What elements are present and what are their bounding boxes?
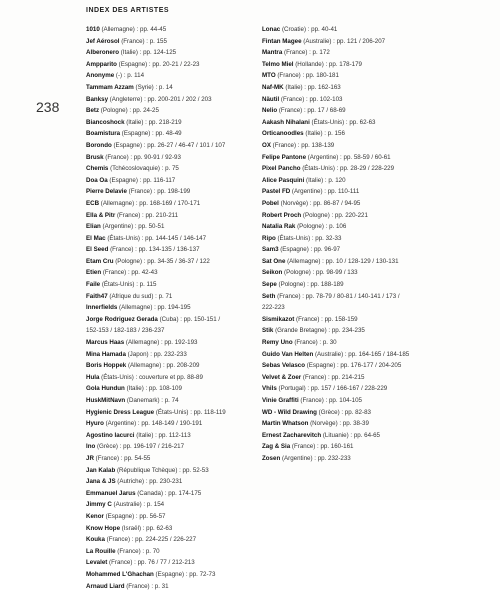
index-entry [262,59,452,71]
artist-pages: (Cuba) : pp. 150-151 / [158,316,220,323]
artist-name: Sepe [262,281,277,288]
artist-pages: (Allemagne) : pp. 208-209 [126,362,199,369]
artist-name: MTO [262,72,276,79]
index-entry [86,175,276,187]
artist-name: Emmanuel Jarus [86,490,136,497]
index-entry [86,523,276,535]
artist-pages: (Pologne) : pp. 98-99 / 133 [282,269,357,276]
artist-pages: (Espagne) : pp. 72-73 [154,571,216,578]
artist-pages: (Angleterre) : pp. 200-201 / 202 / 203 [108,96,212,103]
index-entry [86,453,276,465]
artist-name: Sismikazot [262,316,294,323]
index-entry [262,291,452,303]
artist-pages: (France) : pp. 224-225 / 226-227 [105,536,196,543]
index-entry [86,152,276,164]
artist-name: Jorge Rodriguez Gerada [86,316,158,323]
index-entry [86,360,276,372]
artist-pages: (Allemagne) : pp. 194-195 [117,304,190,311]
artist-name: Banksy [86,96,108,103]
index-entry [262,198,452,210]
artist-name: Martin Whatson [262,420,308,427]
index-entry [86,581,276,592]
artist-name: Agostino Iacurci [86,432,134,439]
artist-name: Ino [86,443,95,450]
artist-name: Hyuro [86,420,104,427]
index-entry [262,140,452,152]
index-entry [262,244,452,256]
artist-pages: (France) : pp. 102-103 [279,96,342,103]
artist-name: HuskMitNavn [86,397,125,404]
artist-pages: (France) : pp. 78-79 / 80-81 / 140-141 / 173 / [275,293,399,300]
index-entry [262,349,452,361]
artist-pages: (Espagne) : pp. 176-177 / 204-205 [305,362,401,369]
artist-name: Faile [86,281,100,288]
artist-pages: (Canada) : pp. 174-175 [136,490,202,497]
index-entry [86,441,276,453]
artist-pages: (France) : pp. 158-159 [294,316,357,323]
artist-name: Vhils [262,385,277,392]
index-entry [86,210,276,222]
index-entry [262,152,452,164]
index-entry [262,256,452,268]
artist-pages: (Espagne) : pp. 20-21 / 22-23 [117,61,200,68]
artist-name: ECB [86,200,99,207]
artist-name: El Seed [86,246,108,253]
artist-name: Seikon [262,269,282,276]
artist-name: Innerfields [86,304,117,311]
artist-pages: (France) : pp. 42-43 [101,269,157,276]
artist-pages: (États-Unis) : couverture et pp. 88-89 [99,374,203,381]
artist-name: Aakash Nihalani [262,119,310,126]
index-entry [86,546,276,558]
artist-pages: (-) : p. 114 [114,72,144,79]
index-entry [262,360,452,372]
artist-pages: (Italie) : p. 156 [304,130,345,137]
artist-name: Betz [86,107,99,114]
page-title: INDEX DES ARTISTES [86,7,169,14]
artist-name: Näutil [262,96,279,103]
artist-pages: (Grèce) : pp. 82-83 [317,409,371,416]
artist-pages: (Norvège) : pp. 38-39 [308,420,369,427]
artist-pages: (Allemagne) : pp. 168-169 / 170-171 [99,200,200,207]
index-entry [86,244,276,256]
artist-name: Boris Hoppek [86,362,126,369]
artist-pages: (Espagne) : pp. 96-97 [279,246,341,253]
artist-name: Sat One [262,258,285,265]
index-entry [86,186,276,198]
index-entry [86,94,276,106]
artist-name: Ripo [262,235,276,242]
artist-pages: (Espagne) : pp. 116-117 [108,177,176,184]
artist-pages: (Allemagne) : pp. 192-193 [124,339,197,346]
artist-pages: (France) : pp. 198-199 [127,188,190,195]
artist-name: Alberonero [86,49,119,56]
artist-name: Kenor [86,513,104,520]
artist-name: Naf-MK [262,84,284,91]
index-entry [262,314,452,326]
index-entry [262,302,452,314]
index-column-right [262,24,452,465]
artist-pages: (Lituanie) : pp. 64-65 [321,432,380,439]
page-number: 238 [36,99,59,115]
index-entry [86,291,276,303]
artist-pages: (Pologne) : p. 106 [295,223,346,230]
index-entry [86,557,276,569]
index-entry [86,82,276,94]
index-entry [86,36,276,48]
index-entry [86,267,276,279]
artist-name: Telmo Miel [262,61,294,68]
artist-pages: (France) : pp. 180-181 [276,72,339,79]
index-entry [262,383,452,395]
artist-name: Mantra [262,49,282,56]
artist-pages: (Portugal) : pp. 157 / 166-167 / 228-229 [277,385,387,392]
index-entry [86,105,276,117]
index-entry [86,256,276,268]
index-entry [262,175,452,187]
index-entry [262,407,452,419]
index-entry [262,36,452,48]
artist-pages: (Grèce) : pp. 196-197 / 216-217 [95,443,184,450]
artist-name: Doa Oa [86,177,108,184]
index-entry [86,418,276,430]
artist-pages: (Espagne) : pp. 48-49 [120,130,182,137]
artist-name: Felipe Pantone [262,154,306,161]
artist-pages: (Argentine) : pp. 50-51 [101,223,165,230]
index-entry [262,372,452,384]
index-entry [262,210,452,222]
artist-pages: (Pologne) : pp. 220-221 [301,212,368,219]
artist-pages: (Italie) : pp. 108-109 [125,385,182,392]
artist-name: Borondo [86,142,112,149]
index-entry [86,383,276,395]
index-entry [86,325,276,337]
artist-pages: (Australie) : pp. 121 / 206-207 [302,38,386,45]
artist-name: Mina Hamada [86,351,126,358]
artist-pages: (Australie) : p. 154 [112,501,164,508]
index-entry [262,117,452,129]
index-entry [262,24,452,36]
index-entry [262,128,452,140]
artist-name: Faith47 [86,293,108,300]
artist-pages: (Pologne) : pp. 24-25 [99,107,159,114]
index-entry [262,395,452,407]
artist-pages: (Tchécoslovaquie) : p. 75 [108,165,179,172]
artist-pages: (Syrie) : p. 14 [134,84,173,91]
artist-pages: (Argentine) : pp. 58-59 / 60-61 [306,154,391,161]
artist-pages: (États-Unis) : pp. 62-63 [310,119,376,126]
artist-pages: (France) : pp. 54-55 [94,455,150,462]
index-entry [262,94,452,106]
index-entry [262,163,452,175]
artist-name: Elian [86,223,101,230]
index-entry [86,534,276,546]
artist-name: Arnaud Liard [86,583,125,590]
artist-pages: (France) : p. 155 [119,38,166,45]
artist-name: Remy Uno [262,339,293,346]
artist-pages: (États-Unis) : pp. 144-145 / 146-147 [106,235,206,242]
artist-pages: (Pologne) : pp. 188-189 [277,281,344,288]
artist-name: Etam Cru [86,258,114,265]
artist-name: Brusk [86,154,104,161]
artist-pages: (Grande Bretagne) : pp. 234-235 [273,327,365,334]
index-entry [86,499,276,511]
artist-pages: (France) : p. 172 [282,49,329,56]
artist-name: Boamistura [86,130,120,137]
index-entry [262,233,452,245]
index-entry [262,105,452,117]
index-entry [86,47,276,59]
artist-name: Chemis [86,165,108,172]
artist-name: Vinie Graffiti [262,397,299,404]
index-entry [86,279,276,291]
index-entry [262,279,452,291]
artist-pages: (États-Unis) : pp. 28-29 / 228-229 [301,165,395,172]
artist-name: Guido Van Helten [262,351,313,358]
artist-pages: (France) : pp. 214-215 [301,374,364,381]
artist-name: El Mac [86,235,106,242]
index-entry [262,441,452,453]
index-entry [262,267,452,279]
artist-pages: (Argentine) : pp. 148-149 / 190-191 [104,420,202,427]
artist-name: Natalia Rak [262,223,295,230]
artist-name: Nelio [262,107,277,114]
artist-name: Sam3 [262,246,279,253]
index-entry [86,24,276,36]
index-entry [86,140,276,152]
artist-pages: (France) : pp. 76 / 77 / 212-213 [107,559,194,566]
artist-pages: (Autriche) : pp. 230-231 [116,478,183,485]
artist-name: Pixel Pancho [262,165,301,172]
index-entry [86,407,276,419]
artist-name: Sebas Velasco [262,362,305,369]
artist-name: JR [86,455,94,462]
index-entry [86,349,276,361]
artist-pages: (Italie) : pp. 112-113 [134,432,190,439]
index-entry [86,511,276,523]
artist-pages: (France) : pp. 160-161 [290,443,353,450]
artist-pages: (États-Unis) : pp. 118-119 [154,409,226,416]
artist-pages: (France) : p. 31 [125,583,169,590]
artist-name: Gola Hundun [86,385,125,392]
index-entry [86,128,276,140]
index-entry [262,47,452,59]
index-entry [86,117,276,129]
index-entry [86,233,276,245]
artist-name: Hygienic Dress League [86,409,154,416]
artist-pages: (Italie) : pp. 162-163 [284,84,341,91]
artist-name: Orticanoodles [262,130,304,137]
artist-pages: (Argentine) : pp. 232-233 [280,455,351,462]
artist-name: WD - Wild Drawing [262,409,317,416]
artist-pages: (France) : pp. 104-105 [299,397,362,404]
artist-pages: (République Tchèque) : pp. 52-53 [115,467,208,474]
artist-name: Seth [262,293,275,300]
artist-pages: (Croatie) : pp. 40-41 [280,26,337,33]
index-entry [262,82,452,94]
artist-name: Robert Proch [262,212,301,219]
artist-name: Jan Kalab [86,467,115,474]
artist-pages: (Hollande) : pp. 178-179 [294,61,362,68]
artist-name: Fintan Magee [262,38,302,45]
artist-pages: (Argentine) : pp. 110-111 [290,188,359,195]
index-entry [262,337,452,349]
artist-name: Kouka [86,536,105,543]
artist-pages: (Italie) : pp. 124-125 [119,49,176,56]
index-entry [86,221,276,233]
index-entry [262,186,452,198]
index-entry [262,221,452,233]
index-entry [86,430,276,442]
index-column-left [86,24,276,592]
index-entry [86,337,276,349]
artist-name: Levalet [86,559,107,566]
artist-name: Mohammed L'Ghachan [86,571,154,578]
artist-name: Ernest Zacharevitch [262,432,321,439]
artist-name: Tammam Azzam [86,84,134,91]
artist-name: Ampparito [86,61,117,68]
artist-name: Alice Pasquini [262,177,304,184]
artist-name: 1010 [86,26,100,33]
artist-pages: (France) : pp. 134-135 / 136-137 [108,246,199,253]
artist-pages: (France) : pp. 210-211 [115,212,178,219]
artist-name: Pobel [262,200,279,207]
artist-name: Pastel FD [262,188,290,195]
artist-name: Jef Aérosol [86,38,119,45]
artist-pages: (France) : p. 30 [293,339,337,346]
artist-name: Jana & JS [86,478,116,485]
artist-name: Etien [86,269,101,276]
artist-pages: (Allemagne) : pp. 44-45 [100,26,166,33]
artist-name: OX [262,142,271,149]
artist-pages: (Australie) : pp. 164-165 / 184-185 [313,351,409,358]
artist-pages: (États-Unis) : pp. 32-33 [276,235,342,242]
artist-name: Hula [86,374,99,381]
index-entry [86,163,276,175]
index-entry [86,488,276,500]
artist-pages: (Israël) : pp. 62-63 [120,525,172,532]
artist-pages: (France) : pp. 138-139 [271,142,334,149]
index-entry [86,465,276,477]
artist-pages: (Pologne) : pp. 34-35 / 36-37 / 122 [114,258,210,265]
index-entry [86,302,276,314]
artist-pages: 152-153 / 182-183 / 236-237 [86,327,164,334]
artist-name: Biancoshock [86,119,125,126]
artist-pages: (Danemark) : p. 74 [125,397,178,404]
index-entry [262,325,452,337]
artist-pages: (Japon) : pp. 232-233 [126,351,187,358]
index-entry [86,372,276,384]
artist-name: La Rouille [86,548,116,555]
artist-pages: (Espagne) : pp. 26-27 / 46-47 / 101 / 107 [112,142,226,149]
artist-pages: (États-Unis) : p. 115 [100,281,156,288]
artist-name: Ella & Pitr [86,212,115,219]
artist-name: Marcus Haas [86,339,124,346]
artist-name: Pierre Delavie [86,188,127,195]
artist-pages: (Italie) : pp. 218-219 [125,119,182,126]
artist-pages: (Espagne) : pp. 56-57 [104,513,166,520]
artist-pages: (Allemagne) : pp. 10 / 128-129 / 130-131 [285,258,398,265]
artist-name: Know Hope [86,525,120,532]
artist-pages: (Norvège) : pp. 86-87 / 94-95 [279,200,361,207]
index-entry [86,70,276,82]
artist-name: Jimmy C [86,501,112,508]
artist-name: Zosen [262,455,280,462]
artist-pages: (France) : pp. 17 / 68-69 [277,107,345,114]
index-entry [86,476,276,488]
index-entry [262,453,452,465]
index-entry [86,395,276,407]
index-entry [262,70,452,82]
artist-pages: 222-223 [262,304,285,311]
index-entry [86,59,276,71]
artist-pages: (France) : p. 70 [116,548,160,555]
index-entry [86,314,276,326]
artist-pages: (Italie) : p. 120 [304,177,345,184]
index-entry [262,430,452,442]
index-entry [262,418,452,430]
artist-name: Zag & Sia [262,443,290,450]
artist-pages: (France) : pp. 90-91 / 92-93 [104,154,181,161]
index-entry [86,198,276,210]
artist-pages: (Afrique du sud) : p. 71 [108,293,173,300]
artist-name: Lonac [262,26,280,33]
artist-name: Anonyme [86,72,114,79]
artist-name: Velvet & Zoer [262,374,301,381]
index-entry [86,569,276,581]
artist-name: Stik [262,327,273,334]
